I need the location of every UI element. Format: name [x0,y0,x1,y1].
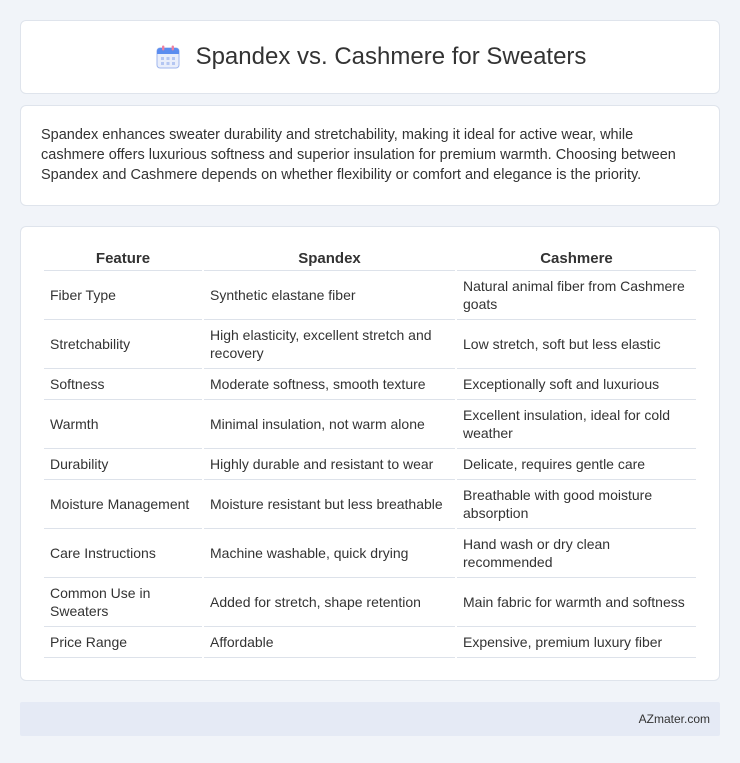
spandex-cell: Synthetic elastane fiber [204,271,455,320]
spandex-cell: Affordable [204,627,455,658]
spandex-cell: High elasticity, excellent stretch and recovery [204,320,455,369]
feature-cell: Durability [44,449,202,480]
spandex-cell: Moisture resistant but less breathable [204,480,455,529]
table-header-row [44,247,696,271]
cashmere-cell: Low stretch, soft but less elastic [457,320,696,369]
cashmere-cell: Expensive, premium luxury fiber [457,627,696,658]
header-cashmere: Cashmere [457,247,696,271]
footer [20,702,720,736]
intro-text: Spandex enhances sweater durability and stretchability, making it ideal for active wear, while cashmere offers luxurious softness and superior insulation for premium warmth. Choosing between Spandex and Cashmere depends on whether flexibility or comfort and elegance is the priority. [41,127,676,183]
cashmere-cell: Excellent insulation, ideal for cold weather [457,400,696,449]
cashmere-cell: Exceptionally soft and luxurious [457,369,696,400]
table-row [44,320,696,369]
table-row [44,480,696,529]
feature-cell: Moisture Management [44,480,202,529]
cashmere-cell: Breathable with good moisture absorption [457,480,696,529]
title-card [20,20,720,94]
cashmere-cell: Delicate, requires gentle care [457,449,696,480]
spandex-cell: Highly durable and resistant to wear [204,449,455,480]
calendar-icon [154,43,182,71]
table-row [44,529,696,578]
intro-card [20,105,720,206]
cashmere-cell: Main fabric for warmth and softness [457,578,696,627]
table-row [44,369,696,400]
footer-brand: AZmater.com [638,712,710,726]
table-row [44,271,696,320]
table-row [44,627,696,658]
page-title: Spandex vs. Cashmere for Sweaters [195,43,587,70]
feature-cell: Softness [44,369,202,400]
feature-cell: Stretchability [44,320,202,369]
feature-cell: Fiber Type [44,271,202,320]
comparison-card [20,226,720,681]
spandex-cell: Added for stretch, shape retention [204,578,455,627]
feature-cell: Care Instructions [44,529,202,578]
cashmere-cell: Hand wash or dry clean recommended [457,529,696,578]
header-spandex: Spandex [204,247,455,271]
table-row [44,400,696,449]
table-row [44,578,696,627]
spandex-cell: Moderate softness, smooth texture [204,369,455,400]
feature-cell: Price Range [44,627,202,658]
spandex-cell: Minimal insulation, not warm alone [204,400,455,449]
table-row [44,449,696,480]
comparison-table [42,247,698,658]
cashmere-cell: Natural animal fiber from Cashmere goats [457,271,696,320]
feature-cell: Common Use in Sweaters [44,578,202,627]
header-feature: Feature [44,247,202,271]
feature-cell: Warmth [44,400,202,449]
spandex-cell: Machine washable, quick drying [204,529,455,578]
